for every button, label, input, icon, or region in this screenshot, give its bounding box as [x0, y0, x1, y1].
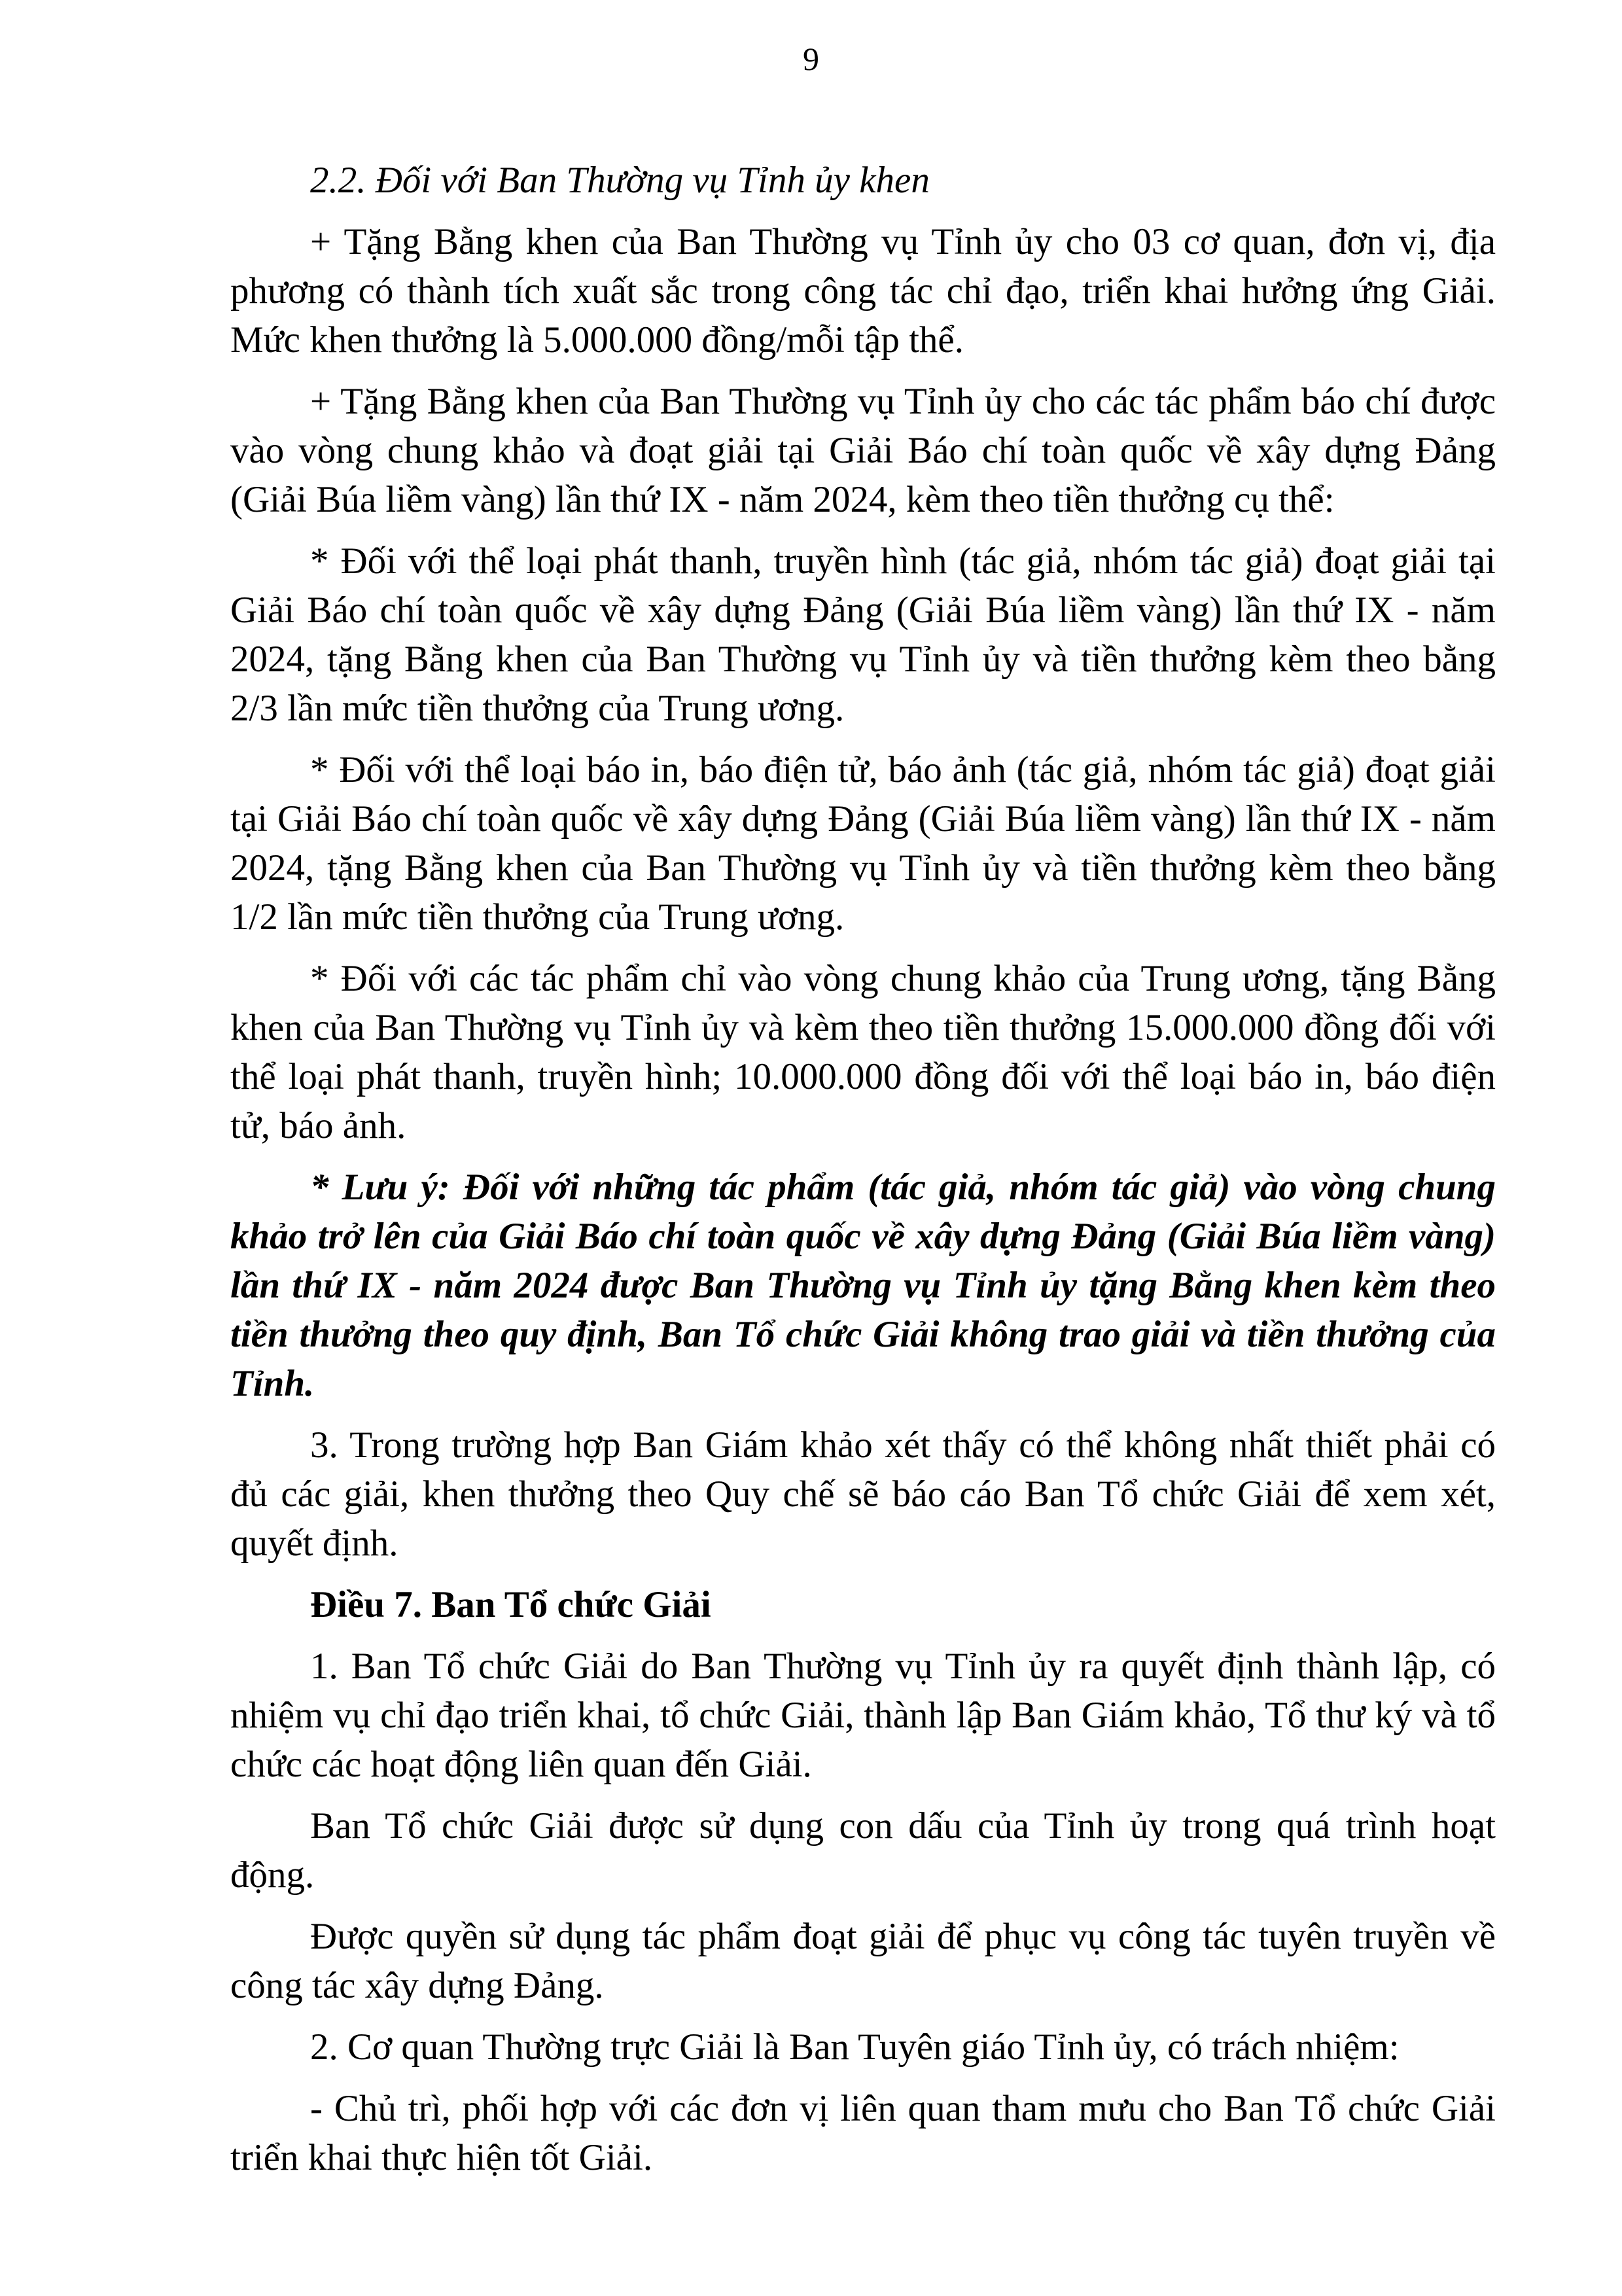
- document-body: [230, 156, 1496, 2182]
- paragraph-collective-award: + Tặng Bằng khen của Ban Thường vụ Tỉnh ủy cho 03 cơ quan, đơn vị, địa phương có thành tích xuất sắc trong công tác chỉ đạo, triển khai hưởng ứng Giải. Mức khen thưởng là 5.000.000 đồng/mỗi tập thể.: [230, 221, 1496, 361]
- paragraph-print-award: * Đối với thể loại báo in, báo điện tử, báo ảnh (tác giả, nhóm tác giả) đoạt giải tại Giải Báo chí toàn quốc về xây dựng Đảng (Giải Búa liềm vàng) lần thứ IX - năm 2024, tặng Bằng khen của Ban Thường vụ Tỉnh ủy và tiền thưởng kèm theo bằng 1/2 lần mức tiền thưởng của Trung ương.: [230, 749, 1496, 938]
- paragraph-seal-usage: Ban Tổ chức Giải được sử dụng con dấu của Tỉnh ủy trong quá trình hoạt động.: [230, 1805, 1496, 1896]
- paragraph-press-award: + Tặng Bằng khen của Ban Thường vụ Tỉnh ủy cho các tác phẩm báo chí được vào vòng chung khảo và đoạt giải tại Giải Báo chí toàn quốc về xây dựng Đảng (Giải Búa liềm vàng) lần thứ IX - năm 2024, kèm theo tiền thưởng cụ thể:: [230, 381, 1496, 520]
- page-number: 9: [803, 41, 819, 77]
- note-paragraph: * Lưu ý: Đối với những tác phẩm (tác giả, nhóm tác giả) vào vòng chung khảo trở lên của Giải Báo chí toàn quốc về xây dựng Đảng (Giải Búa liềm vàng) lần thứ IX - năm 2024 được Ban Thường vụ Tỉnh ủy tặng Bằng khen kèm theo tiền thưởng theo quy định, Ban Tổ chức Giải không trao giải và tiền thưởng của Tỉnh.: [230, 1167, 1496, 1404]
- paragraph-duty-1: - Chủ trì, phối hợp với các đơn vị liên quan tham mưu cho Ban Tổ chức Giải triển khai thực hiện tốt Giải.: [230, 2088, 1496, 2178]
- article-7-heading: Điều 7. Ban Tổ chức Giải: [310, 1584, 711, 1625]
- paragraph-article-7-item-1: 1. Ban Tổ chức Giải do Ban Thường vụ Tỉnh ủy ra quyết định thành lập, có nhiệm vụ chỉ đạo triển khai, tổ chức Giải, thành lập Ban Giám khảo, Tổ thư ký và tổ chức các hoạt động liên quan đến Giải.: [230, 1646, 1496, 1785]
- paragraph-item-3: 3. Trong trường hợp Ban Giám khảo xét thấy có thể không nhất thiết phải có đủ các giải, khen thưởng theo Quy chế sẽ báo cáo Ban Tổ chức Giải để xem xét, quyết định.: [230, 1424, 1496, 1564]
- paragraph-radio-tv-award: * Đối với thể loại phát thanh, truyền hình (tác giả, nhóm tác giả) đoạt giải tại Giải Báo chí toàn quốc về xây dựng Đảng (Giải Búa liềm vàng) lần thứ IX - năm 2024, tặng Bằng khen của Ban Thường vụ Tỉnh ủy và tiền thưởng kèm theo bằng 2/3 lần mức tiền thưởng của Trung ương.: [230, 540, 1496, 729]
- paragraph-article-7-item-2: 2. Cơ quan Thường trực Giải là Ban Tuyên giáo Tỉnh ủy, có trách nhiệm:: [310, 2026, 1400, 2068]
- paragraph-final-round-award: * Đối với các tác phẩm chỉ vào vòng chung khảo của Trung ương, tặng Bằng khen của Ban Thường vụ Tỉnh ủy và kèm theo tiền thưởng 15.000.000 đồng đối với thể loại phát thanh, truyền hình; 10.000.000 đồng đối với thể loại báo in, báo điện tử, báo ảnh.: [230, 958, 1496, 1146]
- section-heading-2-2: 2.2. Đối với Ban Thường vụ Tỉnh ủy khen: [310, 160, 930, 201]
- paragraph-usage-rights: Được quyền sử dụng tác phẩm đoạt giải để phục vụ công tác tuyên truyền về công tác xây dựng Đảng.: [230, 1916, 1496, 2006]
